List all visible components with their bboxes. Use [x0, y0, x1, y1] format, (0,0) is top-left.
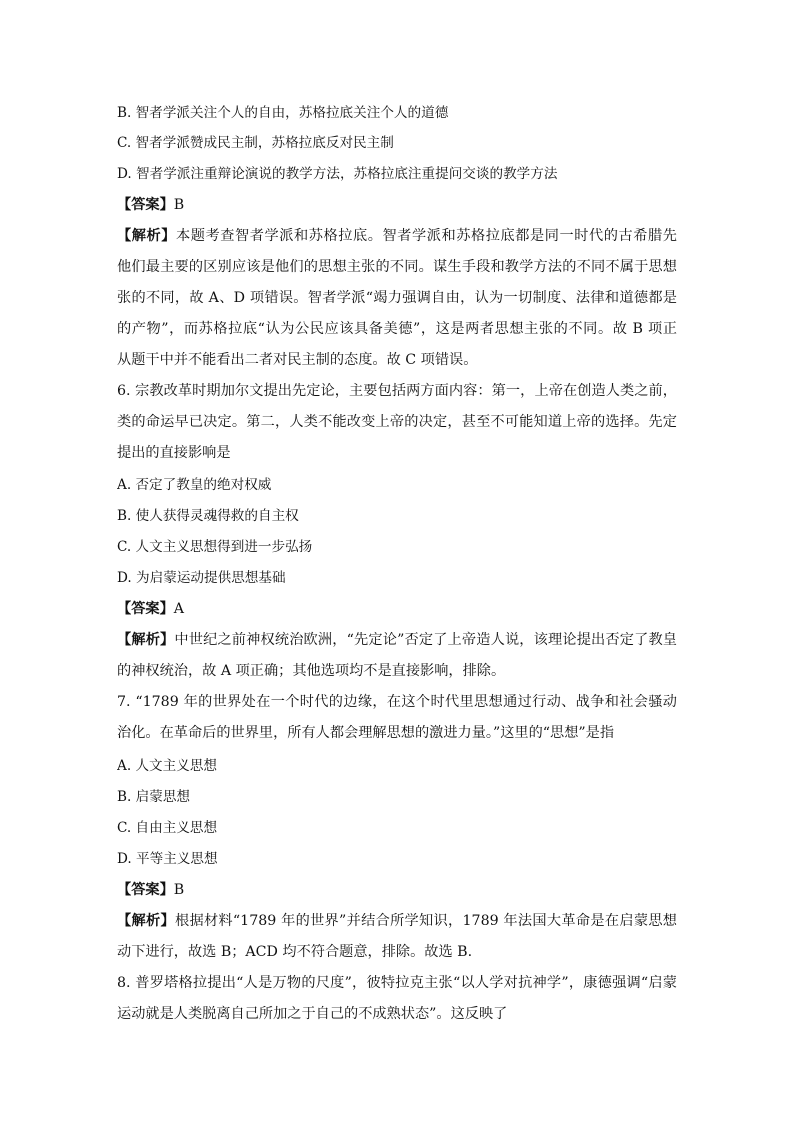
q5-option-c: C. 智者学派赞成民主制，苏格拉底反对民主制 — [117, 135, 394, 151]
q7-option-c: C. 自由主义思想 — [117, 820, 218, 836]
analysis-label: 【解析】 — [117, 228, 177, 244]
q8-stem-line-1: 8. 普罗塔格拉提出“人是万物的尺度”，彼特拉克主张“以人学对抗神学”，康德强调“启蒙 — [117, 975, 677, 991]
q6-stem-line-2: 类的命运早已决定。第二，人类不能改变上帝的决定，甚至不可能知道上帝的选择。先定 — [117, 414, 677, 430]
q7-analysis-line-1: 【解析】根据材料“1789 年的世界”并结合所学知识，1789 年法国大革命是在启蒙思想 — [117, 913, 677, 929]
q6-analysis-line-2: 的神权统治，故 A 项正确；其他选项均不是直接影响，排除。 — [117, 663, 506, 679]
q5-analysis-line-3: 张的不同，故 A、D 项错误。智者学派“竭力强调自由，认为一切制度、法律和道德都是 — [117, 290, 677, 306]
q7-stem-line-1: 7. “1789 年的世界处在一个时代的边缘，在这个时代里思想通过行动、战争和社会骚动 — [117, 694, 677, 710]
answer-label: 【答案】 — [117, 882, 174, 898]
q5-analysis-line-2: 他们最主要的区别应该是他们的思想主张的不同。谋生手段和教学方法的不同不属于思想 — [117, 259, 677, 275]
q5-analysis-line-1: 【解析】本题考查智者学派和苏格拉底。智者学派和苏格拉底都是同一时代的古希腊先 — [117, 228, 677, 244]
q6-answer — [117, 599, 677, 619]
q5-option-b: B. 智者学派关注个人的自由，苏格拉底关注个人的道德 — [117, 105, 449, 121]
analysis-label: 【解析】 — [117, 913, 175, 929]
answer-label: 【答案】 — [117, 197, 174, 213]
q5-option-d: D. 智者学派注重辩论演说的教学方法，苏格拉底注重提问交谈的教学方法 — [117, 166, 558, 182]
q5-answer — [117, 195, 677, 215]
answer-label: 【答案】 — [117, 601, 174, 617]
q7-option-a: A. 人文主义思想 — [117, 758, 218, 774]
q5-analysis-line-5: 从题干中并不能看出二者对民主制的态度。故 C 项错误。 — [117, 352, 478, 368]
q7-stem-line-2: 治化。在革命后的世界里，所有人都会理解思想的激进力量。”这里的“思想”是指 — [117, 725, 615, 741]
q7-analysis-line-2: 动下进行，故选 B；ACD 均不符合题意，排除。故选 B. — [117, 944, 473, 960]
q7-option-b: B. 启蒙思想 — [117, 789, 191, 805]
q7-option-d: D. 平等主义思想 — [117, 851, 218, 867]
analysis-label: 【解析】 — [117, 632, 175, 648]
answer-value: A — [173, 601, 185, 617]
q6-analysis-line-1: 【解析】中世纪之前神权统治欧洲，“先定论”否定了上帝造人说，该理论提出否定了教皇 — [117, 632, 677, 648]
answer-value: B — [173, 882, 185, 898]
q8-stem-line-2: 运动就是人类脱离自己所加之于自己的不成熟状态”。这反映了 — [117, 1006, 508, 1022]
q7-answer — [117, 880, 677, 900]
answer-value: B — [173, 197, 185, 213]
q5-analysis-line-4: 的产物”，而苏格拉底“认为公民应该具备美德”，这是两者思想主张的不同。故 B 项正 — [117, 321, 677, 337]
q6-stem-line-1: 6. 宗教改革时期加尔文提出先定论，主要包括两方面内容：第一，上帝在创造人类之前， — [117, 383, 677, 399]
q6-option-d: D. 为启蒙运动提供思想基础 — [117, 570, 286, 586]
q6-stem-line-3: 提出的直接影响是 — [117, 445, 231, 461]
q6-option-b: B. 使人获得灵魂得救的自主权 — [117, 508, 299, 524]
q6-option-a: A. 否定了教皇的绝对权威 — [117, 477, 272, 493]
q6-option-c: C. 人文主义思想得到进一步弘扬 — [117, 539, 313, 555]
